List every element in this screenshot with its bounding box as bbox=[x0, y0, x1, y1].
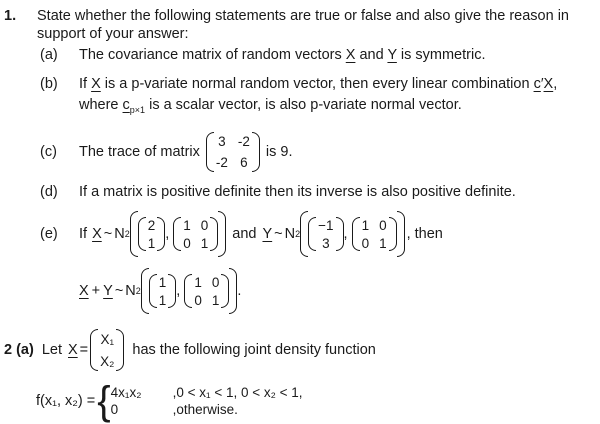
normal-n: N bbox=[284, 226, 296, 242]
matrix-cell: 0 bbox=[211, 274, 220, 290]
question-number: 1. bbox=[4, 8, 17, 24]
part-e-label: (e) bbox=[40, 226, 58, 242]
part-e-then: , then bbox=[406, 226, 443, 242]
question-stem-line2: support of your answer: bbox=[37, 26, 189, 42]
vector-x: X bbox=[91, 76, 101, 92]
part-c-label: (c) bbox=[40, 144, 57, 160]
vector-c: c bbox=[533, 76, 541, 92]
part-e-line1 bbox=[79, 209, 443, 259]
case2-condition: ,otherwise. bbox=[172, 402, 238, 417]
vector-entry: 3 bbox=[322, 235, 330, 251]
matrix-cell: -2 bbox=[215, 155, 228, 170]
part-a-label: (a) bbox=[40, 47, 58, 63]
normal-n: N bbox=[114, 226, 125, 242]
part-c-text-2: is 9. bbox=[265, 144, 293, 160]
part-c-line bbox=[79, 128, 293, 176]
vector-x: X bbox=[543, 76, 554, 92]
period: . bbox=[237, 283, 242, 299]
case1-condition: ,0 < x₁ < 1, 0 < x₂ < 1, bbox=[172, 385, 303, 400]
trace-matrix bbox=[206, 132, 260, 172]
vector-entry: 1 bbox=[147, 235, 156, 251]
matrix-cell: 1 bbox=[211, 292, 220, 308]
normal-n: N bbox=[125, 283, 136, 299]
vector-y: Y bbox=[262, 226, 273, 242]
dimension-subscript: 2 bbox=[295, 229, 301, 239]
matrix-cell: -2 bbox=[237, 134, 250, 149]
matrix-cell: 1 bbox=[200, 235, 209, 251]
left-brace: { bbox=[97, 379, 111, 423]
vector-entry: −1 bbox=[318, 217, 334, 233]
part-c-text-1: The trace of matrix bbox=[79, 144, 200, 160]
vector-entry: 1 bbox=[158, 274, 167, 290]
matrix-cell: 6 bbox=[240, 155, 248, 170]
part-e-and: and bbox=[232, 226, 257, 242]
case2-expression: 0 bbox=[110, 402, 119, 417]
part-e-if: If bbox=[79, 226, 88, 242]
matrix-cell: 1 bbox=[194, 274, 202, 290]
part-a-text-1: The covariance matrix of random vectors bbox=[79, 47, 342, 63]
part-b-where: where bbox=[79, 97, 119, 113]
q2-let: Let bbox=[41, 342, 62, 358]
mean-vector bbox=[149, 274, 177, 309]
distributed-as: ~ bbox=[103, 226, 113, 242]
distributed-as: ~ bbox=[274, 226, 283, 242]
part-a-text-2: is symmetric. bbox=[400, 47, 486, 63]
density-function bbox=[36, 381, 303, 421]
question-stem-line1: State whether the following statements are true or false and also give the reason in bbox=[37, 8, 569, 24]
part-b-text: is a p-variate normal random vector, then every linear combination bbox=[104, 76, 530, 92]
covariance-matrix bbox=[184, 274, 229, 309]
dimension-subscript: p×1 bbox=[129, 104, 146, 115]
q2-label: 2 (a) bbox=[4, 342, 34, 358]
part-a-text bbox=[79, 47, 485, 63]
part-b-label: (b) bbox=[40, 76, 58, 92]
part-b-text-2: is a scalar vector, is also p-variate normal vector. bbox=[149, 97, 462, 113]
part-d-text: If a matrix is positive definite then its inverse is also positive definite. bbox=[79, 184, 516, 200]
vector-x: X bbox=[345, 47, 356, 63]
part-e-line2 bbox=[79, 266, 241, 316]
q2-text: has the following joint density function bbox=[132, 342, 376, 358]
mean-vector bbox=[138, 217, 166, 252]
case1-expression: 4x₁x₂ bbox=[110, 385, 142, 400]
plus-sign: + bbox=[91, 283, 101, 299]
matrix-cell: 0 bbox=[183, 235, 191, 251]
q2-line bbox=[4, 325, 376, 375]
vector-y: Y bbox=[387, 47, 397, 63]
matrix-cell: 1 bbox=[183, 217, 191, 233]
comma: , bbox=[176, 283, 181, 299]
equals-sign: = bbox=[79, 342, 89, 358]
part-a-and: and bbox=[359, 47, 384, 63]
comma: , bbox=[553, 76, 558, 92]
matrix-cell: 1 bbox=[361, 217, 370, 233]
vector-x: X bbox=[68, 342, 78, 358]
vector-entry: X₁ bbox=[100, 331, 115, 347]
part-d-label: (d) bbox=[40, 184, 58, 200]
part-b-line2 bbox=[79, 97, 462, 115]
matrix-cell: 0 bbox=[194, 292, 202, 308]
matrix-cell: 0 bbox=[379, 217, 387, 233]
matrix-cell: 1 bbox=[379, 235, 387, 251]
vector-y: Y bbox=[103, 283, 113, 299]
covariance-matrix bbox=[173, 217, 218, 252]
comma: , bbox=[165, 226, 170, 242]
transpose-mark: ′ bbox=[540, 76, 544, 92]
matrix-cell: 3 bbox=[218, 134, 226, 149]
cases bbox=[111, 385, 303, 417]
vector-c: c bbox=[122, 97, 130, 113]
distributed-as: ~ bbox=[114, 283, 124, 299]
part-b-line1 bbox=[79, 76, 557, 92]
matrix-cell: 0 bbox=[200, 217, 209, 233]
matrix-cell: 0 bbox=[361, 235, 370, 251]
mean-vector bbox=[308, 217, 343, 252]
density-lhs: f(x₁, x₂) = bbox=[36, 393, 96, 409]
part-b-if: If bbox=[79, 76, 88, 92]
covariance-matrix bbox=[352, 217, 397, 252]
vector-entry: 2 bbox=[147, 217, 156, 233]
dimension-subscript: 2 bbox=[135, 286, 141, 296]
vector-entry: X₂ bbox=[100, 353, 115, 369]
dimension-subscript: 2 bbox=[124, 229, 130, 239]
vector-entry: 1 bbox=[158, 292, 167, 308]
comma: , bbox=[343, 226, 348, 242]
vector-x: X bbox=[92, 226, 102, 242]
vector-x: X bbox=[79, 283, 89, 299]
random-vector bbox=[90, 329, 124, 371]
